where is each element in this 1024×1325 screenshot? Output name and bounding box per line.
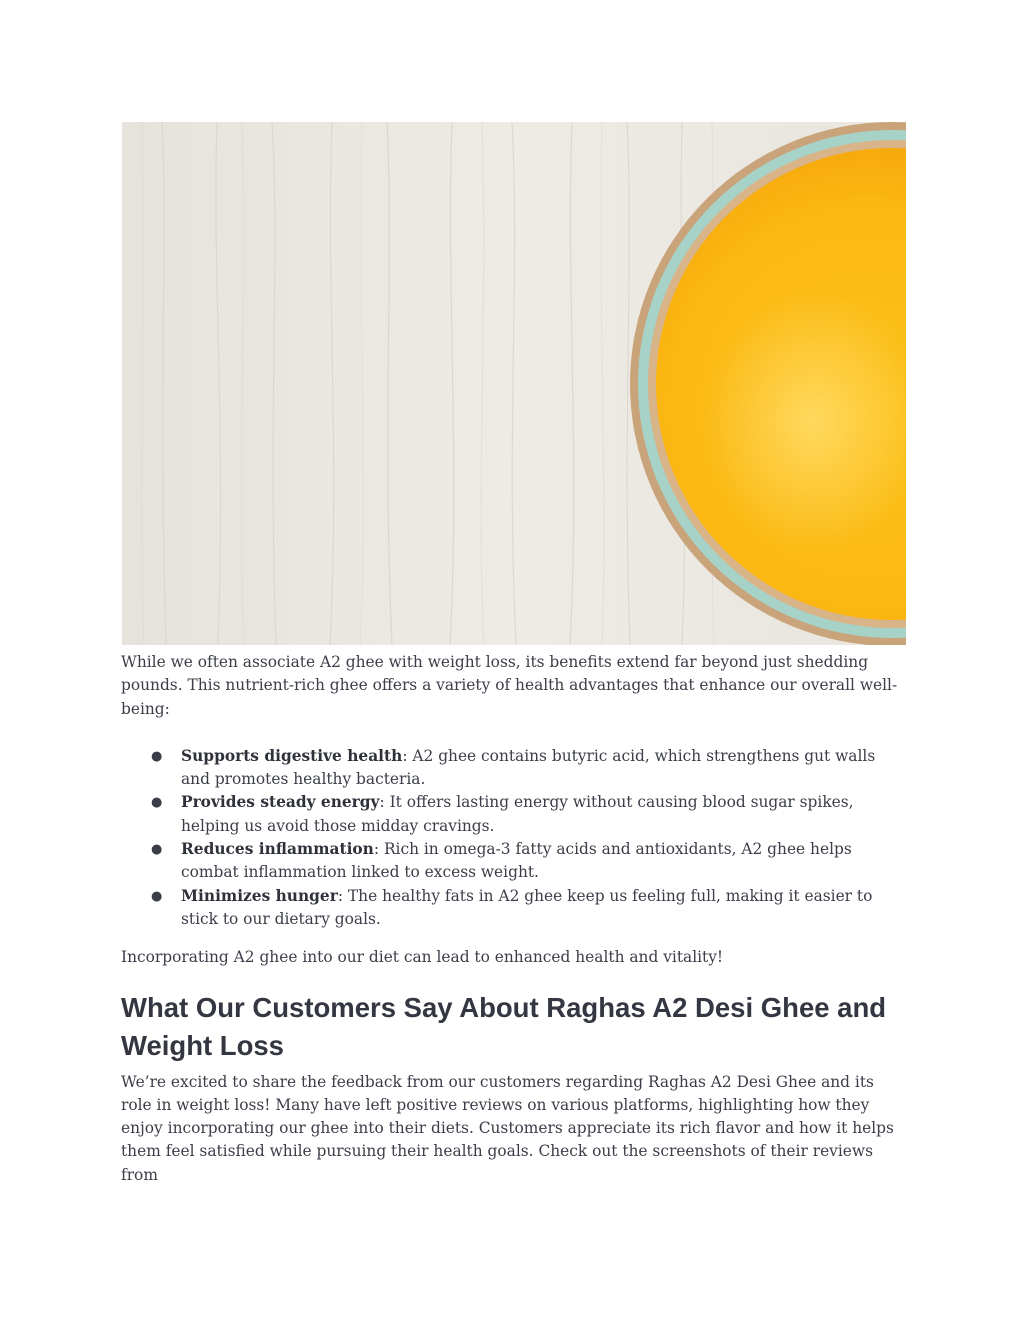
list-item — [121, 838, 901, 885]
ghee-bowl-photo — [122, 122, 906, 645]
ghee-bowl-illustration — [122, 122, 906, 645]
benefit-title: Provides steady energy — [181, 793, 380, 812]
benefit-text: : It offers lasting energy without causing blood sugar spikes, helping us avoid those midday cravings. — [181, 793, 854, 835]
closing-paragraph: Incorporating A2 ghee into our diet can lead to enhanced health and vitality! — [121, 948, 724, 967]
benefit-text: : Rich in omega-3 fatty acids and antioxidants, A2 ghee helps combat inflammation linked to excess weight. — [181, 840, 852, 882]
list-item — [121, 885, 901, 932]
bullet-icon: ● — [151, 888, 163, 904]
bullet-icon: ● — [151, 842, 163, 858]
section-heading: What Our Customers Say About Raghas A2 Desi Ghee and Weight Loss — [121, 991, 887, 1061]
list-item — [121, 791, 901, 838]
benefit-text: : A2 ghee contains butyric acid, which strengthens gut walls and promotes healthy bacteria. — [181, 746, 876, 789]
bullet-icon: ● — [151, 795, 163, 811]
intro-paragraph: While we often associate A2 ghee with weight loss, its benefits extend far beyond just shedding pounds. This nutrient-rich ghee offers a variety of health advantages that enhance our overall well-being: — [121, 653, 898, 718]
article-body — [121, 651, 901, 1187]
benefit-title: Supports digestive health — [181, 746, 403, 765]
bullet-icon: ● — [151, 748, 163, 764]
list-item — [121, 745, 901, 792]
benefit-text: : The healthy fats in A2 ghee keep us feeling full, making it easier to stick to our dietary goals. — [181, 886, 873, 928]
reviews-paragraph: We’re excited to share the feedback from our customers regarding Raghas A2 Desi Ghee and its role in weight loss! Many have left positive reviews on various platforms, highlighting how they enjoy incorporating our ghee into their diets. Customers appreciate its rich flavor and how it helps them feel satisfied while pursuing their health goals. Check out the screenshots of their reviews from — [121, 1072, 894, 1184]
benefits-list — [121, 745, 901, 931]
benefit-title: Minimizes hunger — [181, 886, 338, 905]
benefit-title: Reduces inflammation — [181, 840, 374, 859]
